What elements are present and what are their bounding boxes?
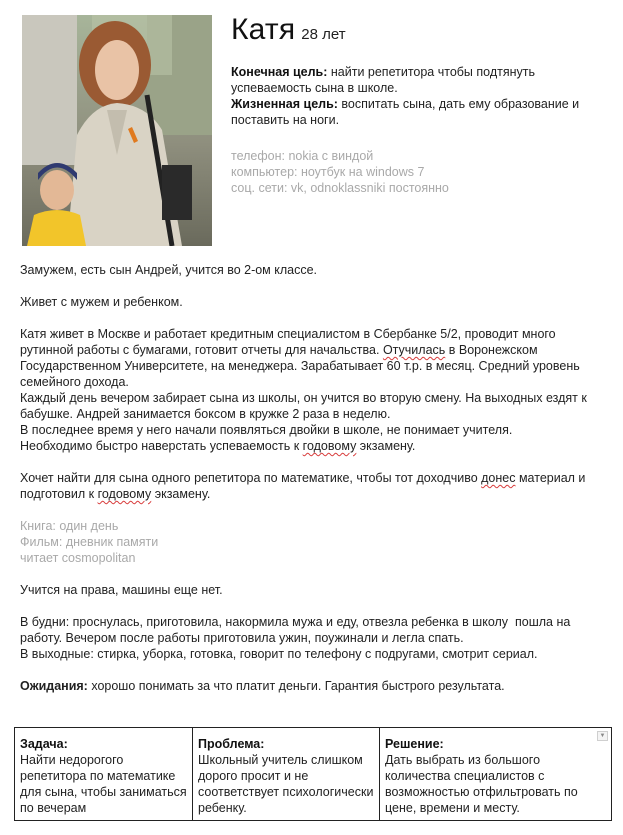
expectations-label: Ожидания: xyxy=(20,679,88,693)
gadgets-block xyxy=(231,148,611,196)
final-goal xyxy=(231,64,611,96)
expectations-text: хорошо понимать за что платит деньги. Гарантия быстрого результата. xyxy=(87,679,505,693)
expectations xyxy=(20,678,610,694)
weekend-line: В выходные: стирка, уборка, готовка, говорит по телефону с подругами, смотрит сериал. xyxy=(20,647,538,661)
cell-menu-icon[interactable]: ▼ xyxy=(597,731,608,741)
tutor-text-c: экзамену. xyxy=(151,487,211,501)
gadget-social: соц. сети: vk, odnoklassniki постоянно xyxy=(231,181,449,195)
task-text: Найти недорогого репетитора по математике для сына, чтобы заниматься по вечерам xyxy=(20,753,187,815)
problem-text: Школьный учитель слишком дорого просит и не соответствует психологически ребенку. xyxy=(198,753,374,815)
reading-line: читает cosmopolitan xyxy=(20,551,136,565)
exam-need xyxy=(20,438,610,454)
driving-line: Учится на права, машины еще нет. xyxy=(20,583,223,597)
table-row xyxy=(15,728,612,821)
problem-title: Проблема: xyxy=(198,737,265,751)
solution-text: Дать выбрать из большого количества специалистов с возможностью отфильтровать по цене, времени и месту. xyxy=(385,753,578,815)
profile-photo xyxy=(22,15,212,246)
solution-cell xyxy=(380,728,612,821)
book-line: Книга: один день xyxy=(20,519,119,533)
gadget-phone: телефон: nokia с виндой xyxy=(231,149,374,163)
school-problem: В последнее время у него начали появляться двойки в школе, не понимает учителя. xyxy=(20,423,513,437)
person-age: 28 лет xyxy=(301,26,346,43)
tutor-wish xyxy=(20,470,610,502)
tutor-text-b: материал и подготовил к xyxy=(20,471,589,501)
film-line: Фильм: дневник памяти xyxy=(20,535,159,549)
spell-flag-word: донес xyxy=(481,471,516,485)
weekdays-line: В будни: проснулась, приготовила, накормила мужа и еду, отвезла ребенка в школу пошла на работу. Вечером после работы приготовила ужин, поужинали и легла спать. xyxy=(20,615,574,645)
gadget-computer: компьютер: ноутбук на windows 7 xyxy=(231,165,425,179)
problem-cell xyxy=(193,728,380,821)
exam-text-b: экзамену. xyxy=(356,439,416,453)
goals-block xyxy=(231,64,611,128)
solution-title: Решение: xyxy=(385,737,444,751)
name-line xyxy=(231,13,611,47)
spell-flag-word: Отучилась xyxy=(382,343,446,357)
profile-header xyxy=(231,13,611,196)
work-text-b: в Воронежском Государственном Университете, на менеджера. Зарабатывает 60 т.р. в месяц. Средний уровень семейного дохода. xyxy=(20,343,584,389)
family-status: Замужем, есть сын Андрей, учится во 2-ом классе. xyxy=(20,263,318,277)
work-text-a: Катя живет в Москве и работает кредитным специалистом в Сбербанке 5/2, проводит много рутинной работы с бумагами, готовит отчеты для начальства. xyxy=(20,327,560,357)
exam-text-a: Необходимо быстро наверстать успеваемость к xyxy=(20,439,303,453)
task-cell xyxy=(15,728,193,821)
person-name: Катя xyxy=(231,13,296,46)
task-title: Задача: xyxy=(20,737,68,751)
task-problem-solution-table xyxy=(14,727,612,821)
work-paragraph xyxy=(20,326,610,390)
final-goal-label: Конечная цель: xyxy=(231,65,328,79)
tutor-text-a: Хочет найти для сына одного репетитора по математике, чтобы тот доходчиво xyxy=(20,471,482,485)
persona-story xyxy=(20,262,610,710)
daily-routine: Каждый день вечером забирает сына из школы, он учится во вторую смену. На выходных ездят к бабушке. Андрей занимается боксом в кружке 2 раза в неделю. xyxy=(20,391,591,421)
life-goal-label: Жизненная цель: xyxy=(231,97,338,111)
living-situation: Живет с мужем и ребенком. xyxy=(20,295,183,309)
spell-flag-word: годовому xyxy=(97,487,152,501)
final-goal-text: найти репетитора чтобы подтянуть успеваемость сына в школе. xyxy=(231,65,536,95)
profile-photo-image xyxy=(22,15,212,246)
spell-flag-word: годовому xyxy=(302,439,357,453)
life-goal xyxy=(231,96,611,128)
life-goal-text: воспитать сына, дать ему образование и поставить на ноги. xyxy=(231,97,580,127)
